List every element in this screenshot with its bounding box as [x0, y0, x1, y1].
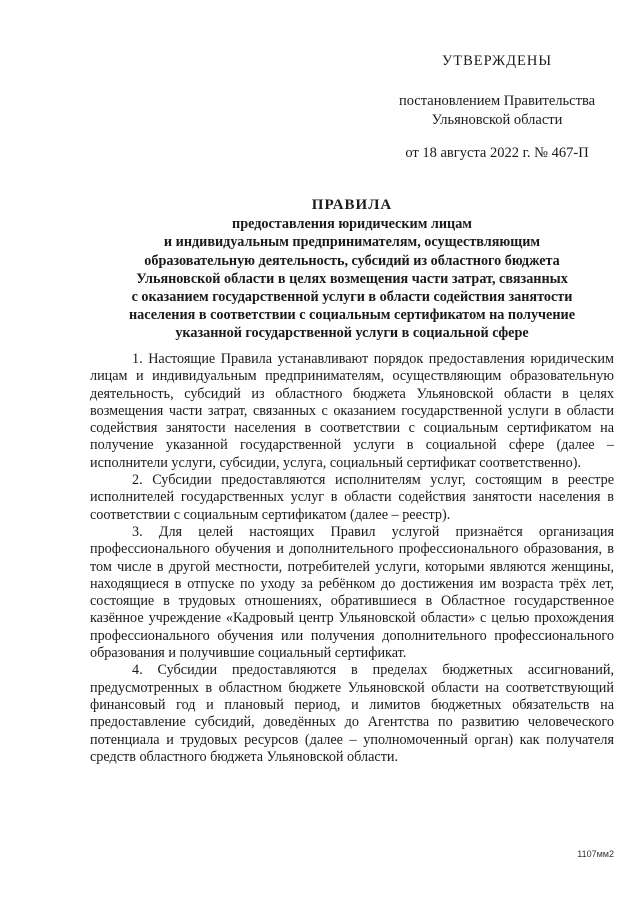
approval-line-2: Ульяновской области — [431, 112, 563, 128]
title-line: населения в соответствии с социальным сертификатом на получение — [129, 307, 575, 324]
approval-heading: УТВЕРЖДЕНЫ — [441, 53, 553, 69]
title-line: Ульяновской области в целях возмещения части затрат, связанных — [136, 270, 568, 287]
title-main: ПРАВИЛА — [311, 197, 393, 213]
document-code: 1107мм2 — [577, 849, 614, 859]
title-line: и индивидуальным предпринимателям, осуществляющим — [163, 234, 541, 251]
title-line: образовательную деятельность, субсидий из областного бюджета — [144, 252, 560, 269]
paragraph-1: 1. Настоящие Правила устанавливают порядок предоставления юридическим лицам и индивидуальным предпринимателям, осуществляющим образовательную деятельность, субсидий из областного бюджета Ульяновской области в целях возмещения части затрат, связанных с оказанием государственной услуги в области содействия занятости населения в соответствии с социальным сертификатом на получение указанной государственной услуги в социальной сфере (далее – исполнители услуги, субсидии, услуга, социальный сертификат соответственно). — [90, 351, 614, 471]
title-line: предоставления юридическим лицам — [232, 216, 472, 233]
approval-line-1: постановлением Правительства — [398, 93, 596, 109]
title-line: указанной государственной услуги в социальной сфере — [175, 325, 529, 342]
paragraph-4: 4. Субсидии предоставляются в пределах бюджетных ассигнований, предусмотренных в областном бюджете Ульяновской области на соответствующий финансовый год и плановый период, и лимитов бюджетных обязательств на предоставление субсидий, доведённых до Агентства по развитию человеческого потенциала и трудовых ресурсов (далее – уполномоченный орган) как получателя средств областного бюджета Ульяновской области. — [90, 662, 614, 765]
document-body — [90, 351, 614, 766]
document-title — [90, 196, 614, 343]
title-line: с оказанием государственной услуги в области содействия занятости — [131, 289, 573, 306]
paragraph-2: 2. Субсидии предоставляются исполнителям услуг, состоящим в реестре исполнителей государственных услуг в области содействия занятости населения в соответствии с социальным сертификатом (далее – реестр). — [90, 472, 614, 523]
approval-date-number: от 18 августа 2022 г. № 467-П — [405, 145, 589, 161]
paragraph-3: 3. Для целей настоящих Правил услугой признаётся организация профессионального обучения и дополнительного профессионального образования, в том числе в другой местности, потребителей услуги, которыми являются женщины, находящиеся в отпуске по уходу за ребёнком до достижения им возраста трёх лет, состоящие в трудовых отношениях, обратившиеся в Областное государственное казённое учреждение «Кадровый центр Ульяновской области» с целью прохождения профессионального обучения или получения дополнительного профессионального образования и получившие социальный сертификат. — [90, 523, 614, 662]
